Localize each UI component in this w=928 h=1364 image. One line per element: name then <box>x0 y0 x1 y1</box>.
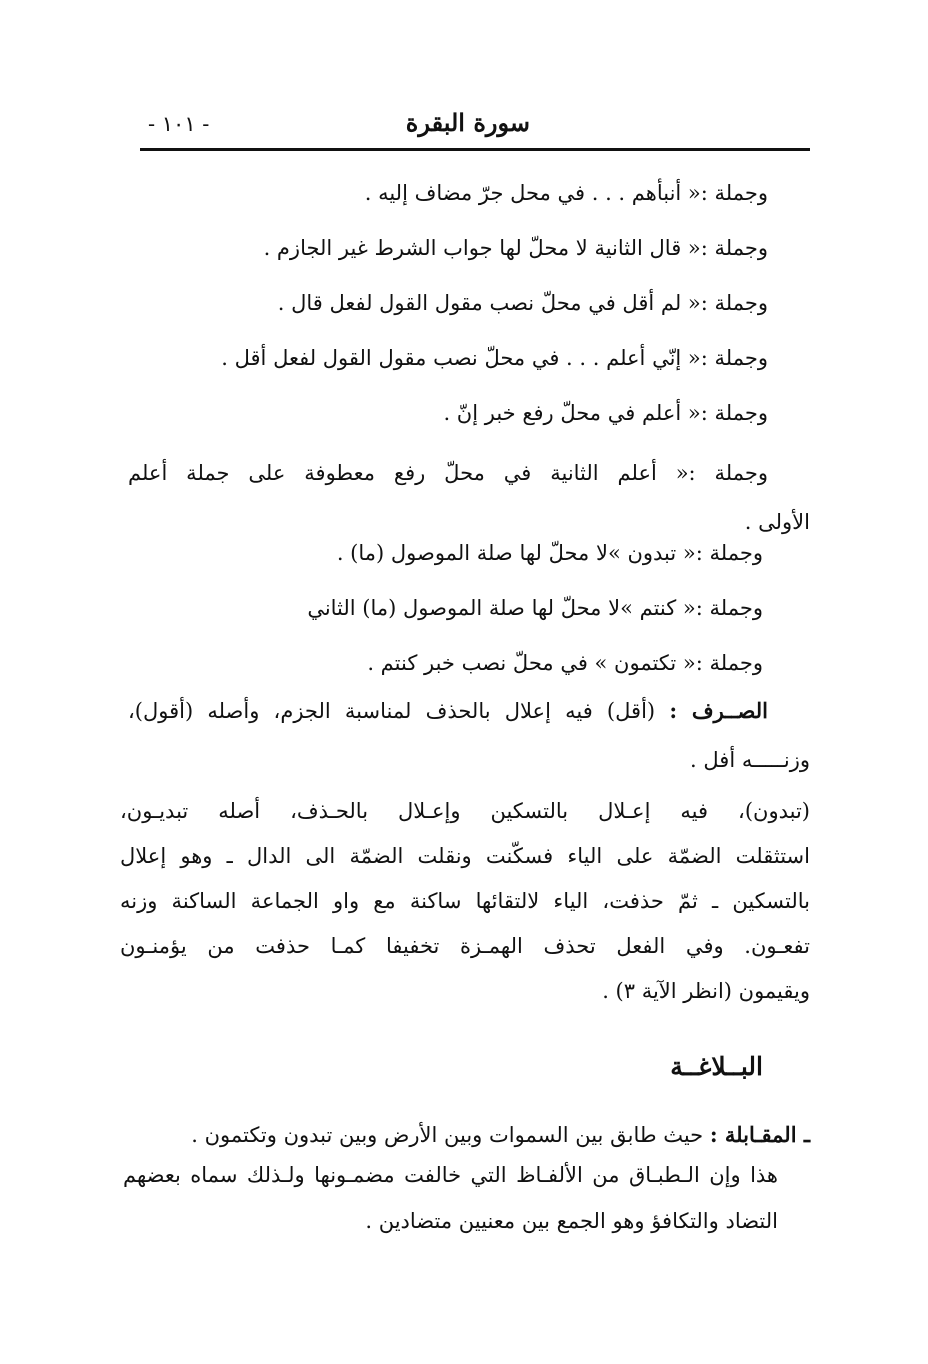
sarf-text: (أقل) فيه إعلال بالحذف لمناسبة الجزم، وأصله (أقول)، <box>128 699 656 723</box>
irab-line: وجملة :« كنتم »لا محلّ لها صلة الموصول (ما) الثاني <box>307 596 763 620</box>
page-title: سورة البقرة <box>405 108 530 137</box>
page-number: - ١٠١ - <box>148 112 210 136</box>
irab-line: الأولى . <box>744 510 810 534</box>
sarf-paragraph-line: (تبدون)، فيه إعـلال بالتسكين وإعـلال بالحـذف، أصله تبديـون، <box>120 799 810 823</box>
irab-line: وجملة :« أعلم في محلّ رفع خبر إنّ . <box>443 401 768 425</box>
irab-line: وجملة :« إنّي أعلم . . . في محلّ نصب مقول القول لفعل أقل . <box>221 346 768 370</box>
page-header <box>140 104 810 148</box>
sarf-paragraph-line: تفعـون. وفي الفعل تحذف الهمـزة تخفيفا كمـا حذفت من يؤمنـون <box>120 934 810 958</box>
irab-line: وجملة :« أنبأهم . . . في محل جرّ مضاف إليه . <box>364 181 768 205</box>
balagha-label: ـ المقـابلة : <box>709 1122 810 1147</box>
balagha-line <box>191 1120 810 1150</box>
sarf-paragraph-line: ويقيمون (انظر الآية ٣) . <box>602 979 810 1003</box>
balagha-line: هذا وإن الـطبـاق من الألفـاظ التي خالفت مضمـونها ولـذلك سماه بعضهم <box>123 1163 778 1187</box>
balagha-title: البــلاغــة <box>670 1052 763 1081</box>
balagha-line: التضاد والتكافؤ وهو الجمع بين معنيين متضادين . <box>365 1209 778 1233</box>
irab-line: وجملة :« أعلم الثانية في محلّ رفع معطوفة على جملة أعلم <box>128 461 768 485</box>
irab-line: وجملة :« تبدون »لا محلّ لها صلة الموصول (ما) . <box>336 541 763 565</box>
sarf-line <box>128 696 768 726</box>
irab-line: وجملة :« لم أقل في محلّ نصب مقول القول لفعل قال . <box>277 291 768 315</box>
irab-line: وجملة :« تكتمون » في محلّ نصب خبر كنتم . <box>367 651 763 675</box>
sarf-label: الصــرف : <box>669 698 769 723</box>
irab-line: وجملة :« قال الثانية لا محلّ لها جواب الشرط غير الجازم . <box>263 236 768 260</box>
balagha-text: حيث طابق بين السموات وبين الأرض وبين تبدون وتكتمون . <box>191 1123 704 1147</box>
sarf-paragraph-line: بالتسكين ـ ثمّ حذفت، الياء لالتقائها ساكنة مع واو الجماعة الساكنة وزنه <box>120 889 810 913</box>
sarf-paragraph-line: استثقلت الضمّة على الياء فسكّنت ونقلت الضمّة الى الدال ـ وهو إعلال <box>120 844 810 868</box>
header-divider <box>140 148 810 151</box>
sarf-line: وزنـــــه أفل . <box>690 748 810 772</box>
